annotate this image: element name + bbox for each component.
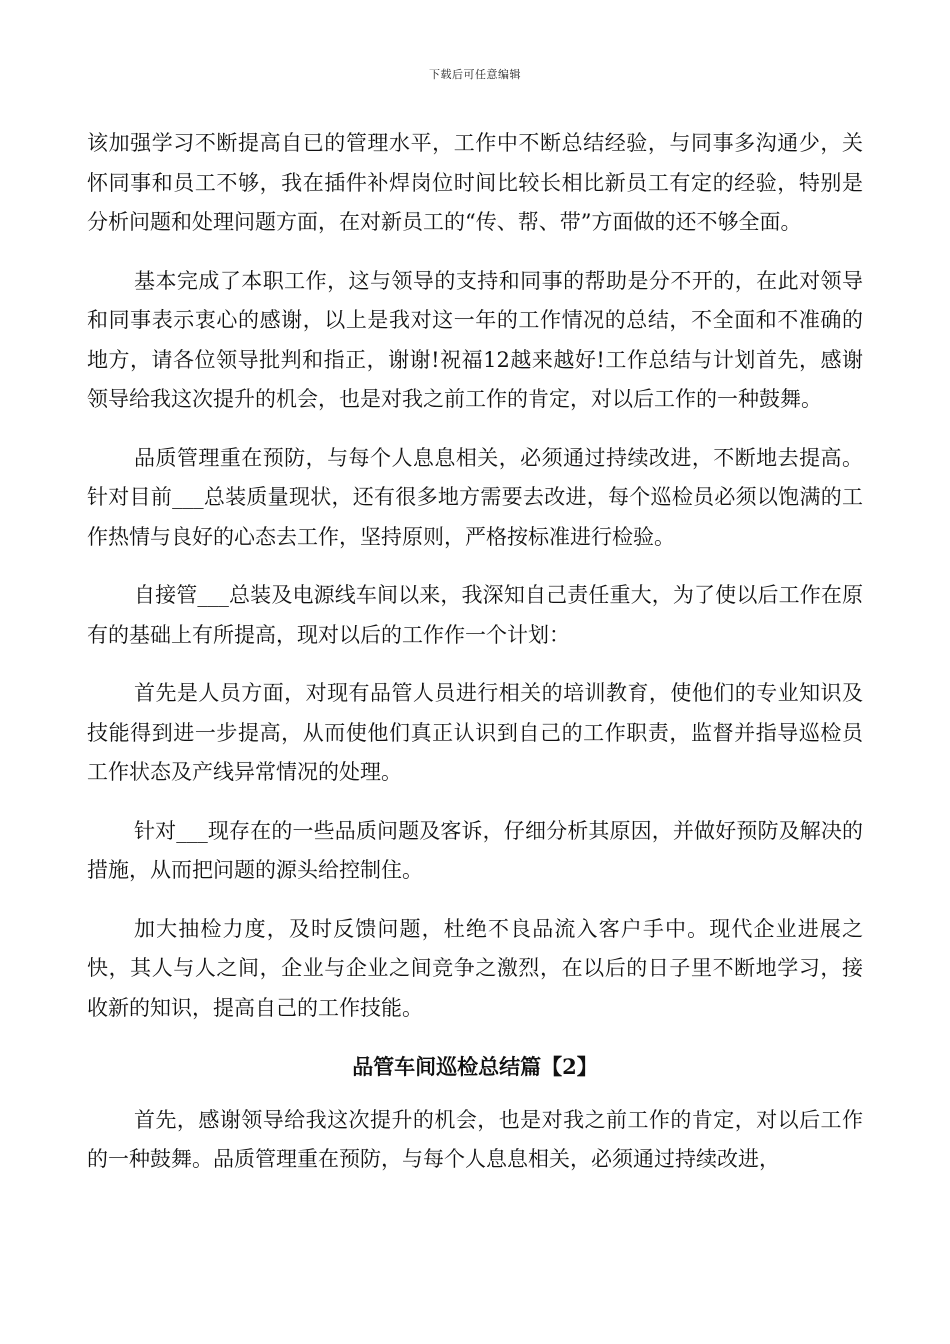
page-header: 下载后可任意编辑 bbox=[429, 68, 521, 81]
paragraph: 品质管理重在预防，与每个人息息相关，必须通过持续改进，不断地去提高。针对目前___总装质量现状，还有很多地方需要去改进，每个巡检员必须以饱满的工作热情与良好的心态去工作，坚持原则，严格按标准进行检验。 bbox=[87, 445, 863, 549]
paragraph: 该加强学习不断提高自已的管理水平，工作中不断总结经验，与同事多沟通少，关怀同事和员工不够，我在插件补焊岗位时间比较长相比新员工有定的经验，特别是分析问题和处理问题方面，在对新员工的“传、帮、带”方面做的还不够全面。 bbox=[87, 131, 863, 234]
paragraph: 首先是人员方面，对现有品管人员进行相关的培训教育，使他们的专业知识及技能得到进一步提高，从而使他们真正认识到自己的工作职责，监督并指导巡检员工作状态及产线异常情况的处理。 bbox=[87, 681, 863, 784]
document-body bbox=[87, 124, 863, 1199]
paragraph: 自接管___总装及电源线车间以来，我深知自己责任重大，为了使以后工作在原有的基础上有所提高，现对以后的工作作一个计划： bbox=[87, 583, 863, 647]
paragraph: 基本完成了本职工作，这与领导的支持和同事的帮助是分不开的，在此对领导和同事表示衷心的感谢，以上是我对这一年的工作情况的总结，不全面和不准确的地方，请各位领导批判和指正，谢谢!祝福12越来越好!工作总结与计划首先，感谢领导给我这次提升的机会，也是对我之前工作的肯定，对以后工作的一种鼓舞。 bbox=[87, 268, 863, 411]
paragraph: 针对___现存在的一些品质问题及客诉，仔细分析其原因，并做好预防及解决的措施，从而把问题的源头给控制住。 bbox=[87, 818, 863, 882]
paragraph: 首先，感谢领导给我这次提升的机会，也是对我之前工作的肯定，对以后工作的一种鼓舞。品质管理重在预防，与每个人息息相关，必须通过持续改进， bbox=[87, 1107, 863, 1171]
paragraph: 加大抽检力度，及时反馈问题，杜绝不良品流入客户手中。现代企业进展之快，其人与人之间，企业与企业之间竞争之激烈，在以后的日子里不断地学习，接收新的知识，提高自己的工作技能。 bbox=[87, 916, 863, 1020]
section-heading: 品管车间巡检总结篇【2】 bbox=[352, 1054, 598, 1079]
